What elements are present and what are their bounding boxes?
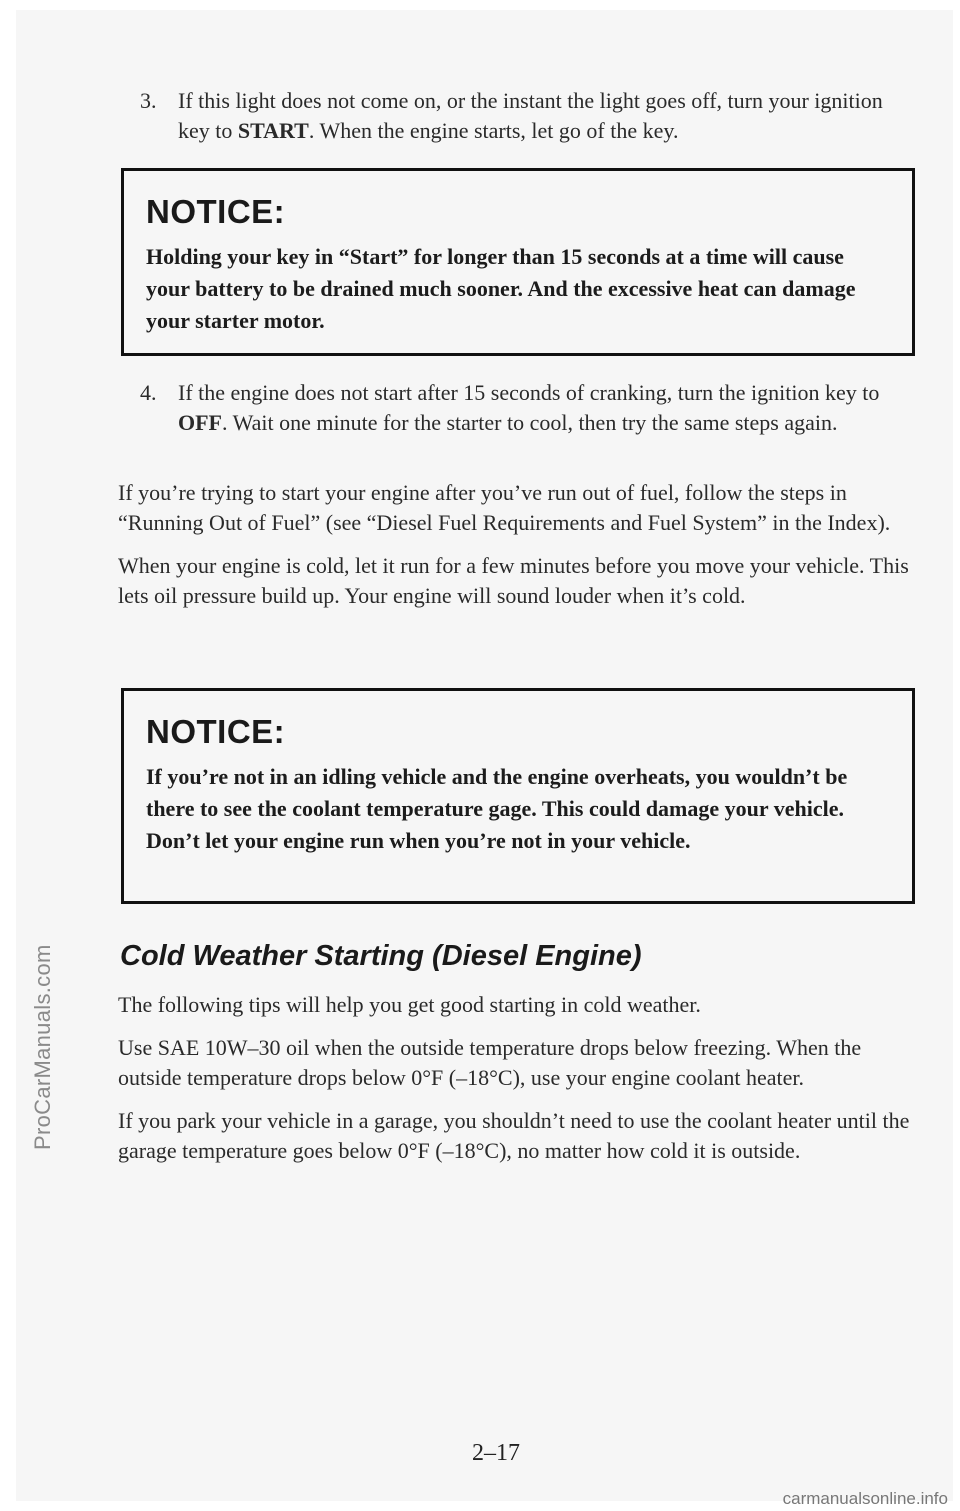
section-paragraph-3: If you park your vehicle in a garage, you shouldn’t need to use the coolant heater until the garage temperature goes below 0°F (–18°C), no matter how cold it is outside. xyxy=(118,1108,910,1163)
step-3-text: If this light does not come on, or the instant the light goes off, turn your ignition key to START. When the engine starts, let go of the key. xyxy=(178,88,883,143)
off-keyword: OFF xyxy=(178,410,222,435)
section-body xyxy=(118,990,918,1179)
step-4-text: If the engine does not start after 15 seconds of cranking, turn the ignition key to OFF. Wait one minute for the starter to cool, then try the same steps again. xyxy=(178,380,880,435)
side-watermark xyxy=(30,944,55,1151)
step-4 xyxy=(118,378,918,438)
notice-1-text: Holding your key in “Start” for longer than 15 seconds at a time will cause your battery to be drained much sooner. And the excessive heat can damage your starter motor. xyxy=(146,244,856,333)
section-paragraph-2: Use SAE 10W–30 oil when the outside temperature drops below freezing. When the outside temperature drops below 0°F (–18°C), use your engine coolant heater. xyxy=(118,1035,862,1090)
notice-2-title: NOTICE: xyxy=(146,713,286,750)
page-number: 2–17 xyxy=(472,1440,520,1466)
section-heading: Cold Weather Starting (Diesel Engine) xyxy=(120,940,642,972)
step-3 xyxy=(118,86,918,146)
footer-watermark: carmanualsonline.info xyxy=(782,1489,948,1508)
cold-engine-paragraph: When your engine is cold, let it run for a few minutes before you move your vehicle. This lets oil pressure build up. Your engine will sound louder when it’s cold. xyxy=(118,553,909,608)
fuel-paragraph-block xyxy=(118,478,918,624)
step-3-number: 3. xyxy=(140,88,157,113)
notice-2-text: If you’re not in an idling vehicle and the engine overheats, you wouldn’t be there to see the coolant temperature gage. This could damage your vehicle. Don’t let your engine run when you’re not in your vehicle. xyxy=(146,764,848,853)
notice-1-title: NOTICE: xyxy=(146,193,286,230)
section-paragraph-1: The following tips will help you get good starting in cold weather. xyxy=(118,992,701,1017)
fuel-paragraph: If you’re trying to start your engine after you’ve run out of fuel, follow the steps in “Running Out of Fuel” (see “Diesel Fuel Requirements and Fuel System” in the Index). xyxy=(118,480,891,535)
step-4-number: 4. xyxy=(140,380,157,405)
start-keyword: START xyxy=(237,118,309,143)
side-watermark-text: ProCarManuals.com xyxy=(30,944,55,1150)
notice-box-2 xyxy=(121,688,915,904)
notice-box-1 xyxy=(121,168,915,356)
